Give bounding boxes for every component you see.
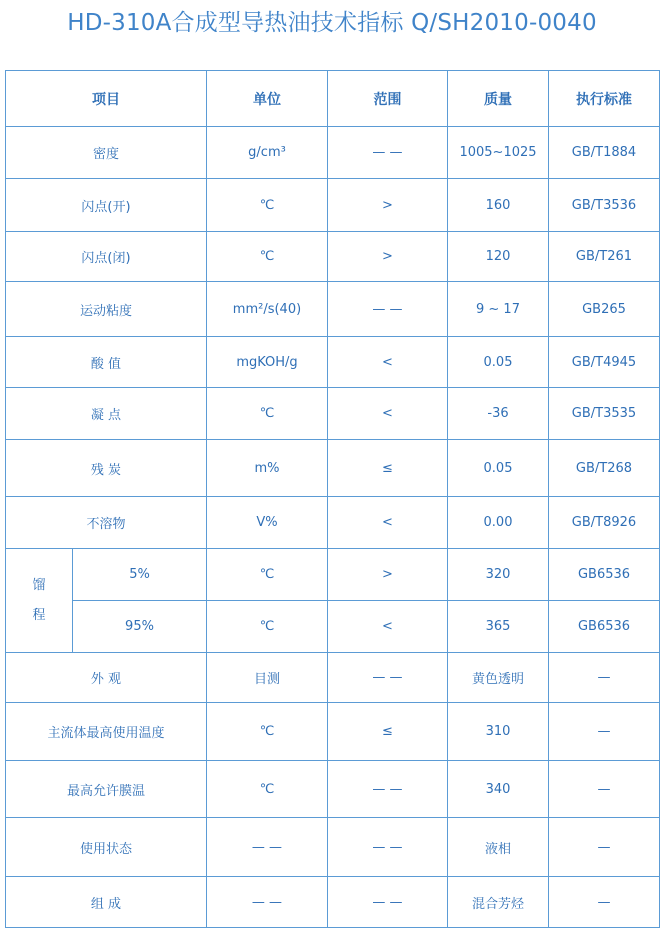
cell-quality: -36 (448, 388, 549, 440)
header-item: 项目 (6, 71, 207, 127)
cell-range: > (328, 549, 448, 601)
cell-item: 主流体最高使用温度 (6, 703, 207, 761)
table-row (6, 601, 660, 653)
distillation-label-line1: 馏 (32, 577, 46, 593)
document-title: HD-310A合成型导热油技术指标 Q/SH2010-0040 (67, 10, 597, 36)
cell-standard: GB/T3535 (549, 388, 660, 440)
cell-range: — — (328, 761, 448, 818)
cell-item: 运动粘度 (6, 282, 207, 337)
cell-unit: ℃ (207, 549, 328, 601)
cell-item: 不溶物 (6, 497, 207, 549)
cell-standard: GB/T8926 (549, 497, 660, 549)
cell-quality: 310 (448, 703, 549, 761)
cell-unit: mgKOH/g (207, 337, 328, 388)
cell-unit: 目测 (207, 653, 328, 703)
cell-quality: 黄色透明 (448, 653, 549, 703)
cell-range: — — (328, 653, 448, 703)
cell-item: 组 成 (6, 877, 207, 928)
distillation-label-line2: 程 (32, 607, 46, 623)
cell-standard: — (549, 703, 660, 761)
cell-unit: mm²/s(40) (207, 282, 328, 337)
cell-quality: 0.05 (448, 337, 549, 388)
table-row (6, 549, 660, 601)
cell-quality: 混合芳烃 (448, 877, 549, 928)
table-row (6, 440, 660, 497)
table-row (6, 653, 660, 703)
cell-unit: ℃ (207, 601, 328, 653)
cell-standard: — (549, 653, 660, 703)
cell-quality: 365 (448, 601, 549, 653)
header-unit: 单位 (207, 71, 328, 127)
cell-standard: GB265 (549, 282, 660, 337)
cell-item: 密度 (6, 127, 207, 179)
table-row (6, 179, 660, 232)
cell-quality: 120 (448, 232, 549, 282)
header-standard: 执行标准 (549, 71, 660, 127)
cell-standard: GB/T268 (549, 440, 660, 497)
cell-unit: m% (207, 440, 328, 497)
cell-standard: GB/T1884 (549, 127, 660, 179)
cell-quality: 0.00 (448, 497, 549, 549)
cell-range: — — (328, 818, 448, 877)
cell-item: 95% (73, 601, 207, 653)
cell-range: < (328, 337, 448, 388)
cell-item: 使用状态 (6, 818, 207, 877)
cell-quality: 0.05 (448, 440, 549, 497)
cell-range: > (328, 232, 448, 282)
cell-standard: GB/T261 (549, 232, 660, 282)
cell-unit: V% (207, 497, 328, 549)
distillation-group-label (6, 549, 73, 653)
cell-range: ≤ (328, 440, 448, 497)
cell-range: > (328, 179, 448, 232)
cell-range: < (328, 497, 448, 549)
cell-range: < (328, 601, 448, 653)
cell-standard: GB6536 (549, 601, 660, 653)
table-row (6, 761, 660, 818)
cell-quality: 9 ~ 17 (448, 282, 549, 337)
cell-item: 闪点(闭) (6, 232, 207, 282)
header-quality: 质量 (448, 71, 549, 127)
cell-item: 闪点(开) (6, 179, 207, 232)
cell-unit: ℃ (207, 232, 328, 282)
cell-unit: ℃ (207, 388, 328, 440)
cell-item: 最高允许膜温 (6, 761, 207, 818)
table-row (6, 877, 660, 928)
cell-standard: GB6536 (549, 549, 660, 601)
cell-item: 残 炭 (6, 440, 207, 497)
table-row (6, 703, 660, 761)
cell-range: — — (328, 877, 448, 928)
cell-standard: GB/T3536 (549, 179, 660, 232)
cell-standard: GB/T4945 (549, 337, 660, 388)
table-row (6, 337, 660, 388)
cell-range: < (328, 388, 448, 440)
cell-quality: 320 (448, 549, 549, 601)
cell-unit: ℃ (207, 761, 328, 818)
cell-standard: — (549, 761, 660, 818)
cell-item: 凝 点 (6, 388, 207, 440)
cell-unit: — — (207, 818, 328, 877)
cell-standard: — (549, 877, 660, 928)
table-row (6, 388, 660, 440)
table-row (6, 127, 660, 179)
cell-item: 酸 值 (6, 337, 207, 388)
cell-item: 外 观 (6, 653, 207, 703)
cell-unit: — — (207, 877, 328, 928)
cell-quality: 液相 (448, 818, 549, 877)
cell-unit: ℃ (207, 703, 328, 761)
cell-item: 5% (73, 549, 207, 601)
spec-table (5, 70, 660, 928)
cell-range: — — (328, 282, 448, 337)
cell-quality: 160 (448, 179, 549, 232)
table-header-row (6, 71, 660, 127)
table-row (6, 282, 660, 337)
cell-unit: g/cm³ (207, 127, 328, 179)
table-row (6, 232, 660, 282)
table-row (6, 818, 660, 877)
cell-quality: 340 (448, 761, 549, 818)
cell-quality: 1005~1025 (448, 127, 549, 179)
header-range: 范围 (328, 71, 448, 127)
table-row (6, 497, 660, 549)
cell-range: ≤ (328, 703, 448, 761)
cell-unit: ℃ (207, 179, 328, 232)
cell-range: — — (328, 127, 448, 179)
cell-standard: — (549, 818, 660, 877)
